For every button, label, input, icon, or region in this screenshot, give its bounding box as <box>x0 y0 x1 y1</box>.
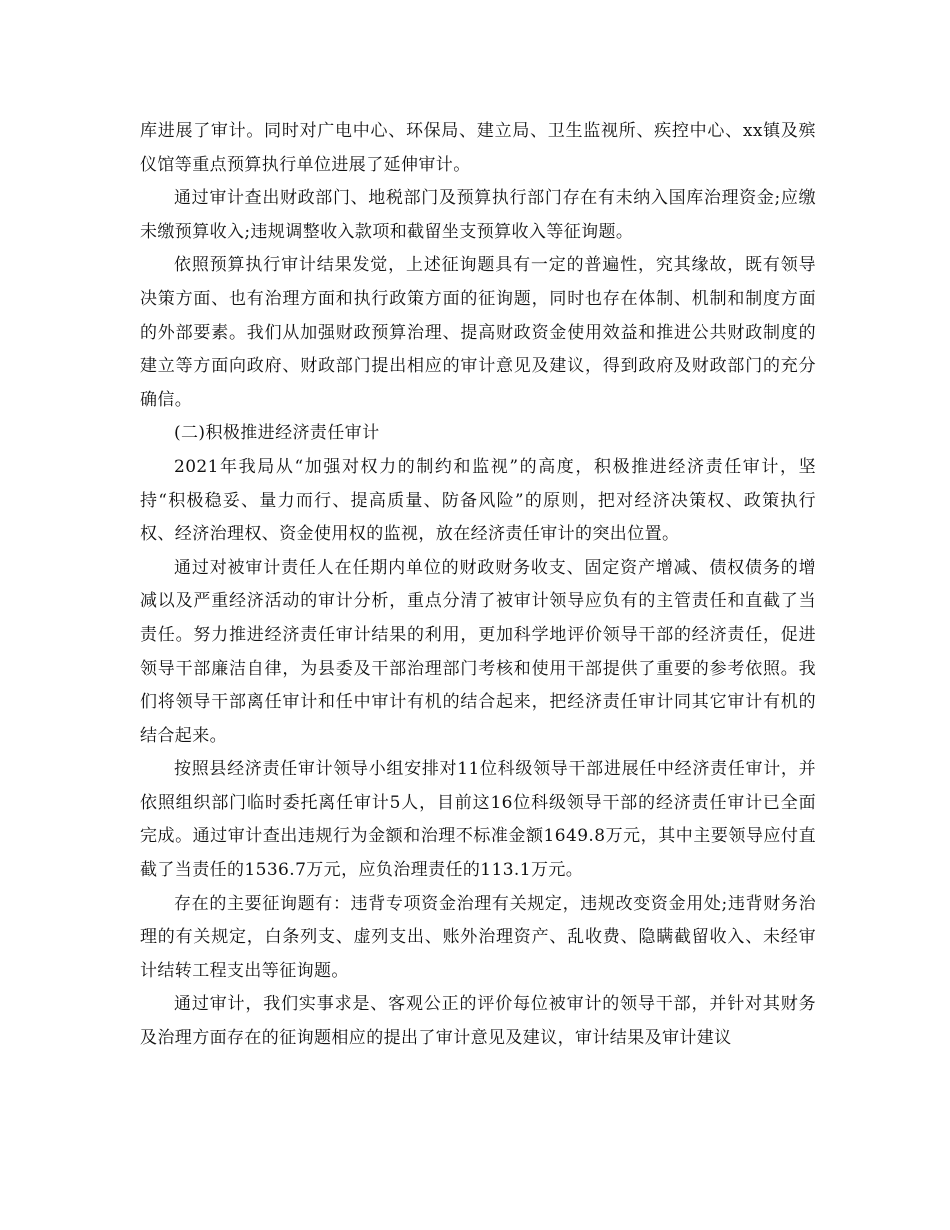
section-heading-economic-responsibility: (二)积极推进经济责任审计 <box>174 423 380 444</box>
paragraph-audit-findings: 通过审计查出财政部门、地税部门及预算执行部门存在有未纳入国库治理资金;应缴未缴预算收入;违规调整收入款项和截留坐支预算收入等征询题。 <box>140 188 816 242</box>
paragraph-continued: 库进展了审计。同时对广电中心、环保局、建立局、卫生监视所、疾控中心、xx镇及殡仪馆等重点预算执行单位进展了延伸审计。 <box>140 121 816 175</box>
paragraph-2021-overview: 2021年我局从“加强对权力的制约和监视”的高度，积极推进经济责任审计，坚持“积极稳妥、量力而行、提高质量、防备风险”的原则，把对经济决策权、政策执行权、经济治理权、资金使用权的监视，放在经济责任审计的突出位置。 <box>140 456 816 545</box>
document-body <box>140 115 816 1056</box>
paragraph-analysis: 依照预算执行审计结果发觉，上述征询题具有一定的普遍性，究其缘故，既有领导决策方面、也有治理方面和执行政策方面的征询题，同时也存在体制、机制和制度方面的外部要素。我们从加强财政预算治理、提高财政资金使用效益和推进公共财政制度的建立等方面向政府、财政部门提出相应的审计意见及建议，得到政府及财政部门的充分确信。 <box>140 255 816 410</box>
paragraph-evaluation: 通过审计，我们实事求是、客观公正的评价每位被审计的领导干部，并针对其财务及治理方面存在的征询题相应的提出了审计意见及建议，审计结果及审计建议 <box>140 994 816 1049</box>
paragraph-audit-analysis: 通过对被审计责任人在任期内单位的财政财务收支、固定资产增减、债权债务的增减以及严重经济活动的审计分析，重点分清了被审计领导应负有的主管责任和直截了当责任。努力推进经济责任审计结果的利用，更加科学地评价领导干部的经济责任，促进领导干部廉洁自律，为县委及干部治理部门考核和使用干部提供了重要的参考依照。我们将领导干部离任审计和任中审计有机的结合起来，把经济责任审计同其它审计有机的结合起来。 <box>140 557 816 746</box>
paragraph-main-issues: 存在的主要征询题有：违背专项资金治理有关规定，违规改变资金用处;违背财务治理的有关规定，白条列支、虚列支出、账外治理资产、乱收费、隐瞒截留收入、未经审计结转工程支出等征询题。 <box>140 893 816 981</box>
paragraph-audit-results: 按照县经济责任审计领导小组安排对11位科级领导干部进展任中经济责任审计，并依照组织部门临时委托离任审计5人，目前这16位科级领导干部的经济责任审计已全面完成。通过审计查出违规行为金额和治理不标准金额1649.8万元，其中主要领导应付直截了当责任的1536.7万元，应负治理责任的113.1万元。 <box>140 759 816 881</box>
